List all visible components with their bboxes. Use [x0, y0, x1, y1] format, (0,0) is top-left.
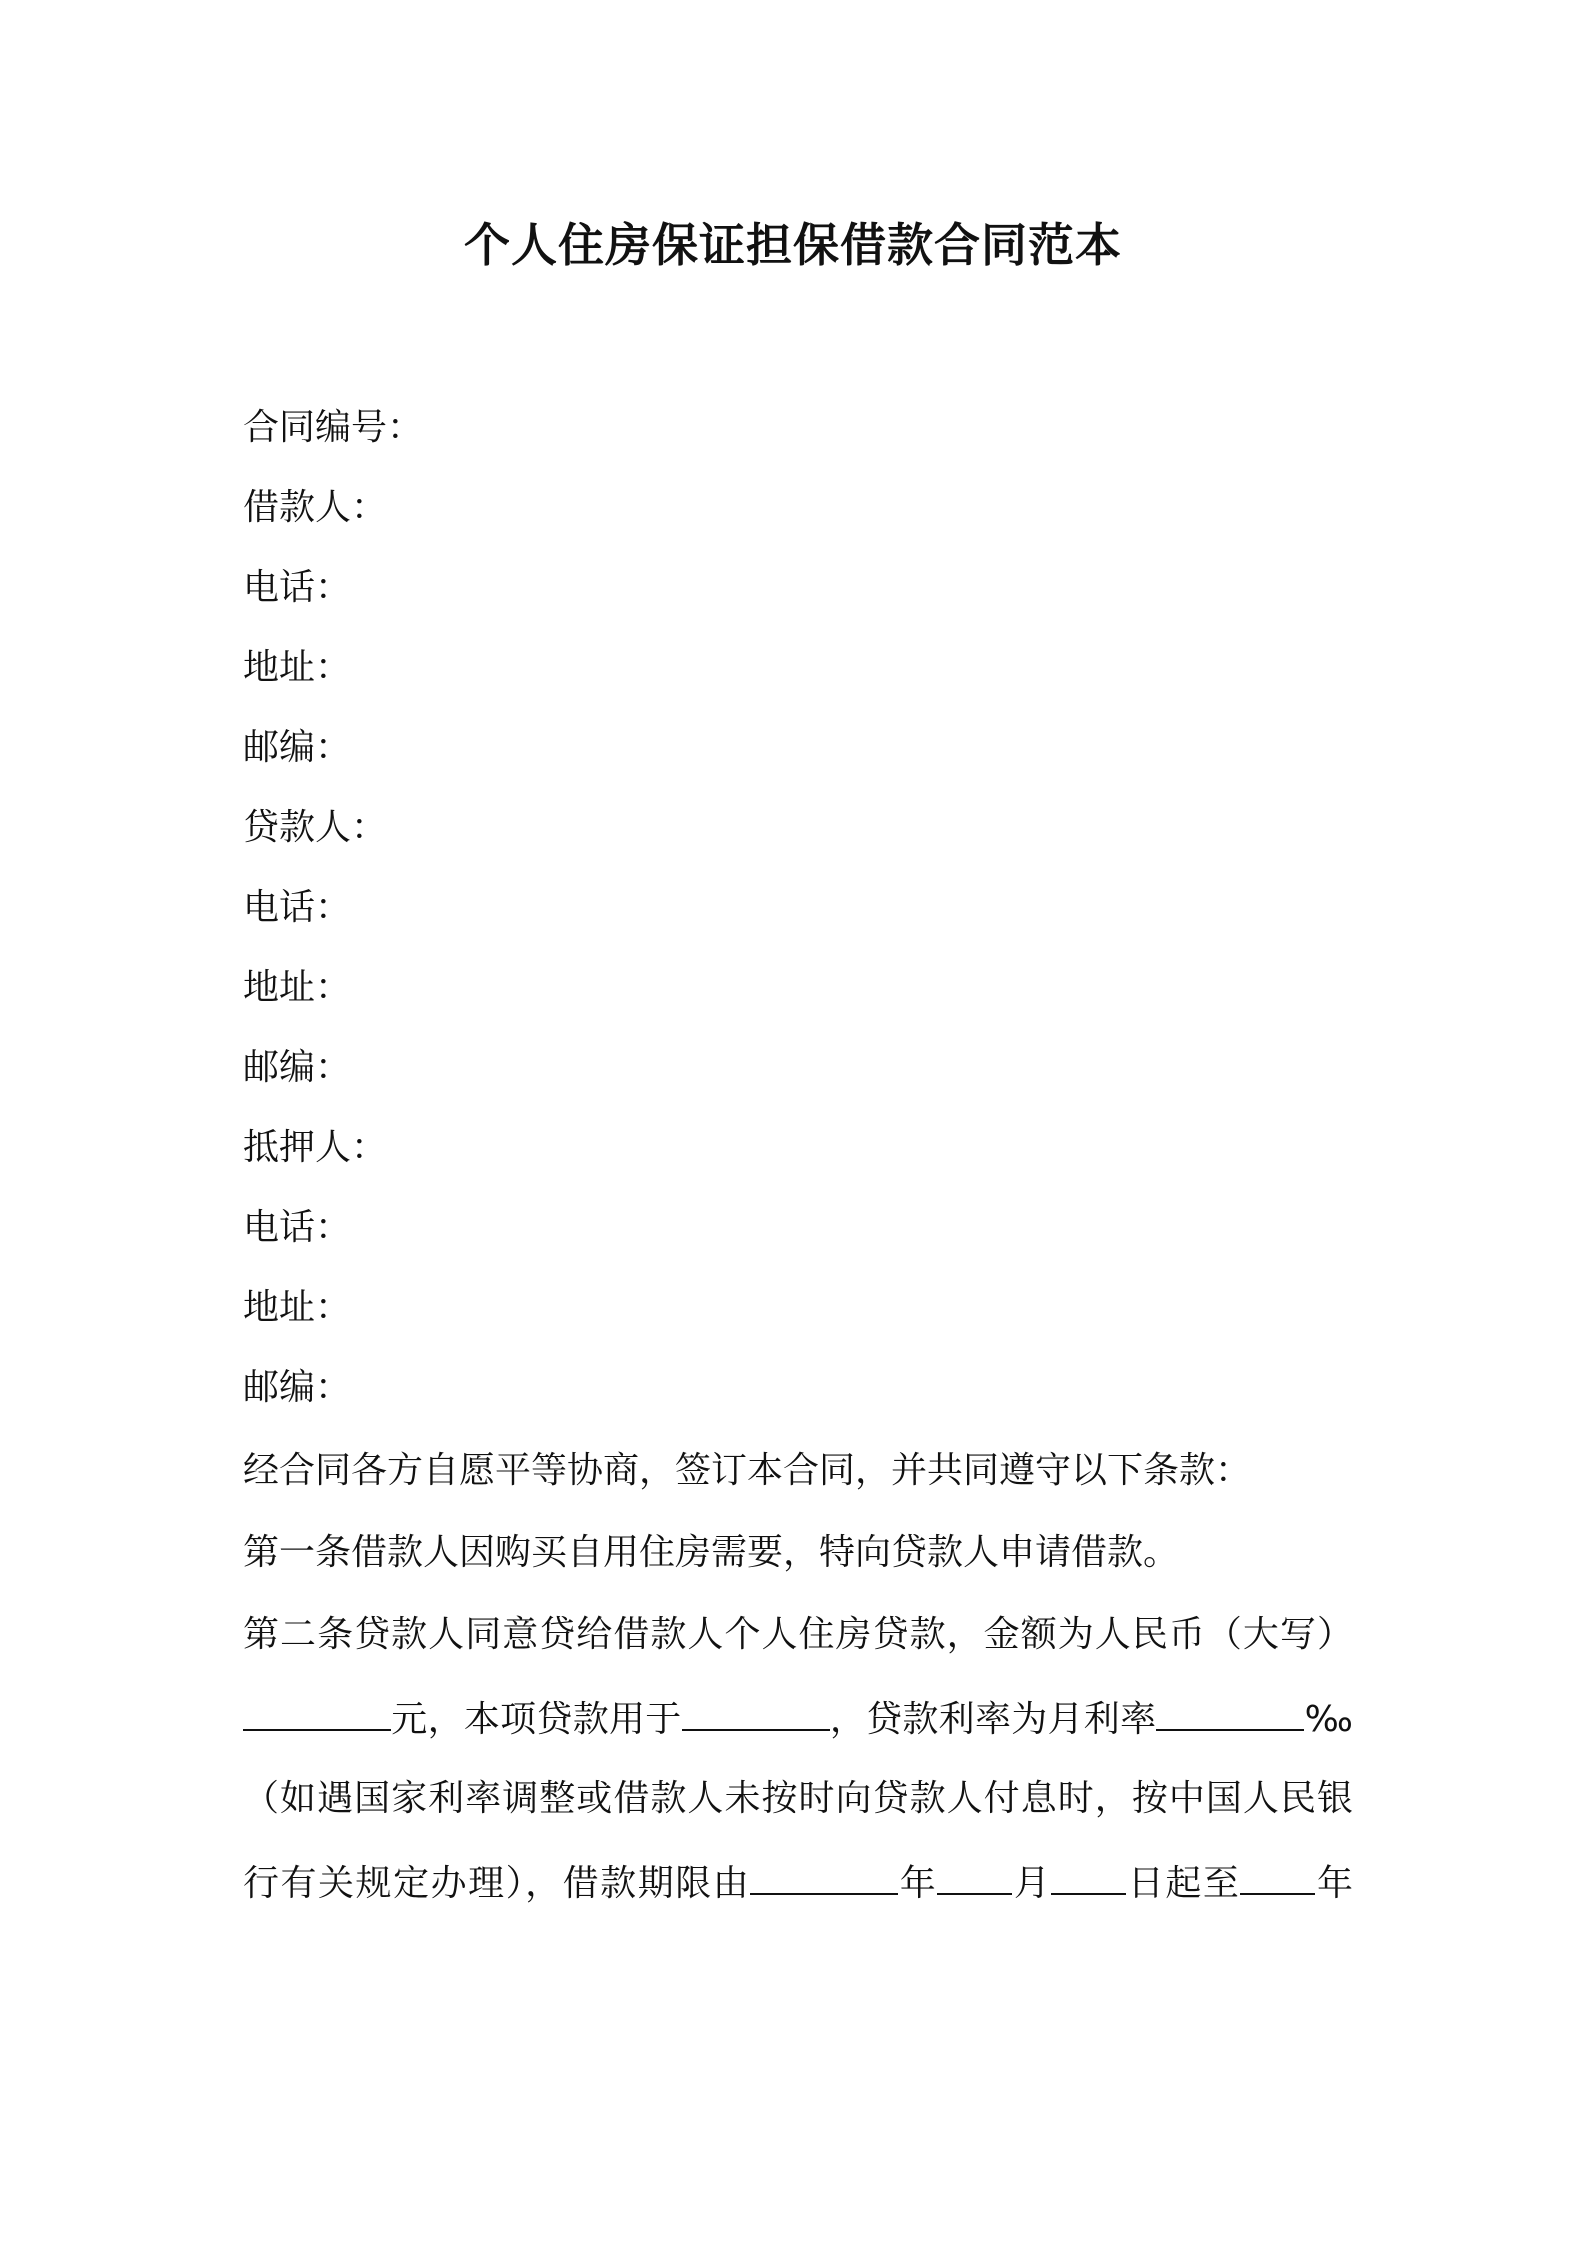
field-lender: 贷款人：: [243, 807, 388, 848]
article-2-text: ，贷款利率为月利率: [829, 1699, 1157, 1740]
permille-sign: ‰: [1304, 1699, 1353, 1740]
blank-loan-purpose[interactable]: [682, 1693, 830, 1731]
article-2-text: 元，本项贷款用于: [391, 1699, 682, 1740]
article-2-line-2: [243, 1693, 1353, 1744]
document-title: 个人住房保证担保借款合同范本: [464, 218, 1122, 272]
field-mortgagor-postcode: 邮编：: [243, 1367, 352, 1408]
article-2-text: 年: [1315, 1863, 1353, 1904]
field-lender-address: 地址：: [243, 967, 352, 1008]
field-contract-number: 合同编号：: [243, 407, 424, 448]
blank-end-year[interactable]: [1240, 1857, 1315, 1895]
field-borrower-address: 地址：: [243, 647, 352, 688]
article-2-line-1: 第二条贷款人同意贷给借款人个人住房贷款，金额为人民币（大写）: [243, 1614, 1353, 1655]
article-2-line-3: （如遇国家利率调整或借款人未按时向贷款人付息时，按中国人民银: [243, 1778, 1353, 1819]
field-mortgagor-phone: 电话：: [243, 1207, 352, 1248]
article-2-text: 行有关规定办理），借款期限由: [243, 1863, 751, 1904]
blank-start-month[interactable]: [937, 1857, 1012, 1895]
article-2-text: 月: [1012, 1863, 1052, 1904]
field-borrower-postcode: 邮编：: [243, 727, 352, 768]
blank-start-year[interactable]: [750, 1857, 898, 1895]
field-mortgagor: 抵押人：: [243, 1127, 388, 1168]
field-borrower: 借款人：: [243, 487, 388, 528]
article-2-text: 年: [898, 1863, 938, 1904]
article-2-text: 日起至: [1126, 1863, 1241, 1904]
article-1: 第一条借款人因购买自用住房需要，特向贷款人申请借款。: [243, 1532, 1180, 1573]
blank-monthly-rate[interactable]: [1156, 1693, 1304, 1731]
field-lender-phone: 电话：: [243, 887, 352, 928]
field-mortgagor-address: 地址：: [243, 1287, 352, 1328]
intro-paragraph: 经合同各方自愿平等协商，签订本合同，并共同遵守以下条款：: [243, 1450, 1252, 1491]
article-2-line-4: [243, 1857, 1353, 1908]
field-borrower-phone: 电话：: [243, 567, 352, 608]
blank-amount[interactable]: [243, 1693, 391, 1731]
field-lender-postcode: 邮编：: [243, 1047, 352, 1088]
blank-start-day[interactable]: [1051, 1857, 1126, 1895]
